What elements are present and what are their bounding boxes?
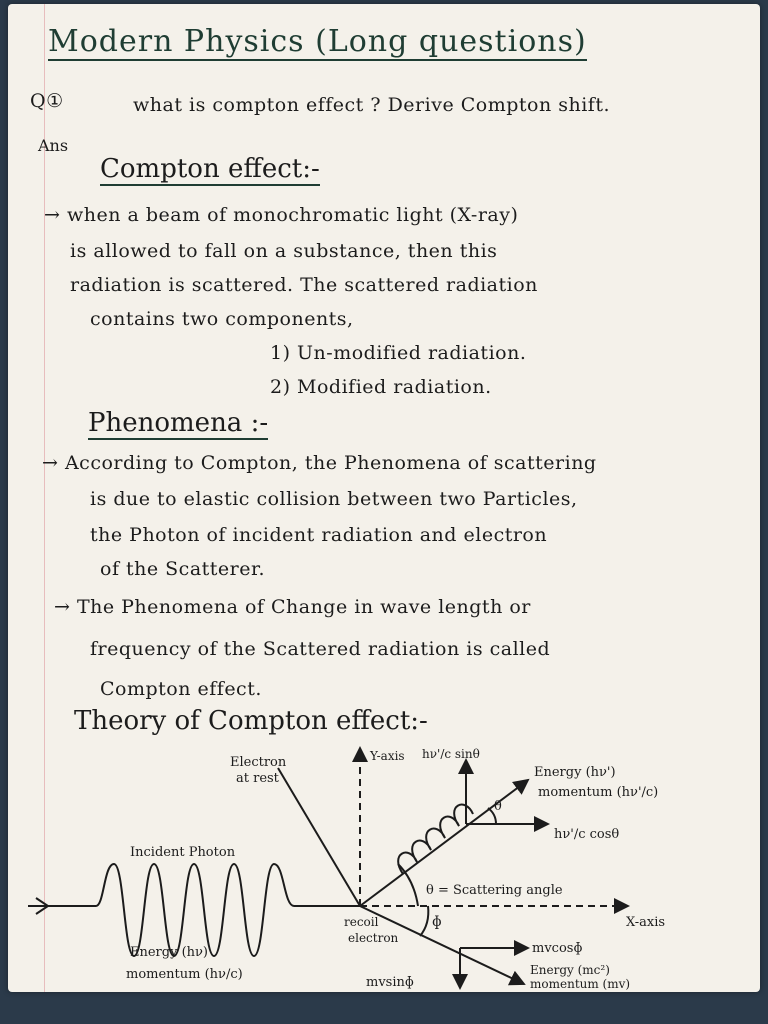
- question-text: what is compton effect ? Derive Compton shift.: [133, 94, 611, 116]
- label-incident-momentum: momentum (hν/c): [126, 967, 243, 982]
- compton-diagram: [8, 734, 760, 992]
- phenomena-1-line-2: is due to elastic collision between two Particles,: [90, 488, 578, 510]
- page-title: Modern Physics (Long questions): [48, 24, 587, 59]
- heading-phenomena: Phenomena :-: [88, 408, 269, 438]
- label-electron: Electron: [230, 755, 287, 770]
- phenomena-1-line-3: the Photon of incident radiation and electron: [90, 524, 548, 546]
- recoil-electron-line: [360, 906, 524, 984]
- label-vertical-component: hν'/c sinθ: [422, 747, 480, 761]
- definition-line-2: is allowed to fall on a substance, then this: [70, 240, 498, 262]
- definition-line-4: contains two components,: [90, 308, 354, 330]
- label-theta: θ: [494, 799, 502, 814]
- notebook-page: [8, 4, 760, 992]
- label-incident-photon: Incident Photon: [130, 845, 236, 860]
- label-horizontal-component: hν'/c cosθ: [554, 827, 620, 842]
- label-x-axis: X-axis: [626, 915, 666, 930]
- heading-compton-effect: Compton effect:-: [100, 154, 320, 184]
- phenomena-2-line-3: Compton effect.: [100, 678, 262, 700]
- component-1: 1) Un-modified radiation.: [270, 342, 527, 364]
- label-mv-sin: mvsinɸ: [366, 975, 414, 990]
- heading-theory: Theory of Compton effect:-: [74, 706, 428, 736]
- label-at-rest: at rest: [236, 771, 279, 786]
- component-2: 2) Modified radiation.: [270, 376, 492, 398]
- answer-marker: Ans: [38, 136, 69, 155]
- label-mv-cos: mvcosɸ: [532, 941, 583, 956]
- label-scattered-momentum: momentum (hν'/c): [538, 785, 659, 800]
- label-phi: ɸ: [432, 914, 442, 930]
- label-y-axis: Y-axis: [370, 749, 405, 763]
- label-recoil-electron: electron: [348, 931, 399, 945]
- scattered-photon-wave: [398, 805, 473, 874]
- label-scattered-energy: Energy (hν'): [534, 765, 616, 780]
- question-number: Q①: [30, 90, 64, 112]
- definition-line-3: radiation is scattered. The scattered radiation: [70, 274, 538, 296]
- label-electron-momentum: momentum (mv): [530, 977, 631, 991]
- label-scattering-angle: θ = Scattering angle: [426, 883, 563, 898]
- phenomena-2-line-2: frequency of the Scattered radiation is called: [90, 638, 551, 660]
- phenomena-1-line-4: of the Scatterer.: [100, 558, 266, 580]
- label-incident-energy: Energy (hν): [130, 945, 208, 960]
- phenomena-2-line-1: → The Phenomena of Change in wave length or: [54, 596, 531, 618]
- phenomena-1-line-1: → According to Compton, the Phenomena of scattering: [42, 452, 597, 474]
- label-electron-energy: Energy (mc²): [530, 963, 610, 977]
- label-recoil: recoil: [344, 915, 379, 929]
- definition-line-1: → when a beam of monochromatic light (X-ray): [44, 204, 519, 226]
- incident-photon-wave: [28, 864, 360, 956]
